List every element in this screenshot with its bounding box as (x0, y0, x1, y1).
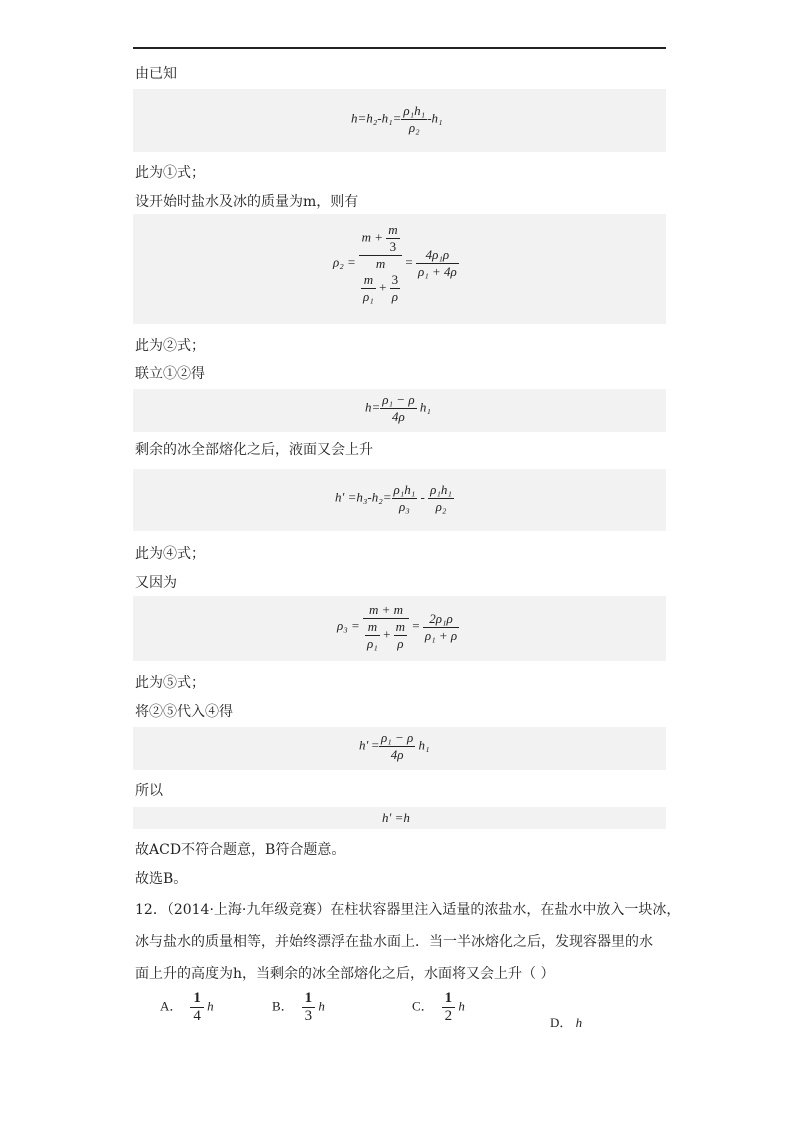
eq2-big-num (359, 222, 402, 255)
option-b-num: 1 (304, 990, 313, 1006)
eq5-eq: = (412, 617, 420, 633)
eq3-lhs: h= (365, 399, 381, 415)
equation-box-6 (133, 727, 666, 770)
equation-box-4 (133, 469, 666, 531)
option-c-var: h (458, 998, 465, 1014)
eq2-big-num-top: m (388, 222, 398, 237)
eq2-rhs-den: ρ₁ + 4ρ (418, 264, 457, 279)
eq2-rhs-num: 4ρ₁ρ (425, 247, 450, 262)
eq2-bot-l-den: ρ₁ (363, 289, 374, 304)
text-known: 由已知 (135, 66, 177, 82)
eq4-n1: ρ₁h₁ (393, 482, 416, 497)
eq1-tail: -h₁ (427, 110, 443, 126)
equation-box-5 (133, 596, 666, 661)
eq2-big-num-den: 3 (386, 238, 399, 255)
eq6-lhs: h′ (359, 737, 369, 753)
eq2-big-num-text: m + (361, 229, 383, 245)
option-c-label: C． (412, 998, 434, 1014)
eq2-bot-r (390, 272, 401, 305)
equation-box-2 (133, 214, 666, 324)
eq5-dn2: m (395, 619, 406, 634)
equation-1 (351, 103, 443, 136)
text-combine12: 联立①②得 (135, 366, 205, 382)
question-line-1: 12．（2014·上海·九年级竞赛）在柱状容器里注入适量的浓盐水，在盐水中放入一块冰， (135, 902, 681, 918)
eq2-bot-l (361, 272, 376, 305)
eq7-rhs: =h (394, 810, 410, 825)
text-eq2-note: 此为②式； (135, 338, 205, 354)
eq1-lhs: h (351, 110, 358, 126)
eq1-num: ρ₁h₁ (403, 103, 426, 118)
text-also-because: 又因为 (135, 575, 177, 591)
eq5-den-frac1 (365, 619, 380, 652)
question-line-3: 面上升的高度为h，当剩余的冰全部熔化之后，水面将又会上升（ ） (135, 966, 555, 982)
text-eq1-note: 此为①式； (135, 165, 205, 181)
eq3-tail: h₁ (419, 399, 431, 415)
eq3-frac (380, 392, 416, 425)
eq4-n2: ρ₁h₁ (430, 482, 452, 497)
equation-4 (335, 482, 454, 515)
eq2-bot-l-num: m (363, 272, 374, 287)
eq5-num: m + m (369, 602, 404, 617)
eq4-d2: ρ₂ (428, 498, 454, 515)
option-a-label: A． (160, 998, 183, 1014)
eq6-num: ρ₁ − ρ (380, 730, 414, 745)
eq2-rhs (416, 247, 459, 280)
equation-2 (333, 222, 459, 305)
eq1-den: ρ₂ (401, 119, 427, 136)
eq3-den: 4ρ (380, 408, 416, 425)
eq4-frac2 (428, 482, 454, 515)
option-b-var: h (318, 998, 325, 1014)
text-eq5-note: 此为⑤式； (135, 675, 205, 691)
text-eq4-note: 此为④式； (135, 546, 205, 562)
eq6-eq: = (371, 737, 379, 753)
option-c-den: 2 (442, 1007, 456, 1025)
eq5-lhs: ρ₃ = (337, 617, 360, 633)
equation-3 (365, 392, 431, 425)
text-therefore: 所以 (135, 783, 163, 799)
text-conclusion: 故ACD不符合题意，B符合题意。 (135, 842, 346, 858)
text-sub25: 将②⑤代入④得 (135, 704, 233, 720)
text-choose: 故选B。 (135, 871, 188, 887)
eq5-rhs-num: 2ρ₁ρ (429, 610, 453, 626)
eq2-mid-den: m (375, 256, 386, 271)
eq5-dd1: ρ₁ (367, 636, 378, 651)
eq5-dd2: ρ (394, 635, 407, 652)
eq4-d1: ρ₃ (392, 498, 418, 515)
option-b-frac (302, 990, 316, 1025)
eq4-lhs: h′ (335, 489, 345, 505)
eq5-plus: + (383, 626, 391, 642)
eq1-frac (401, 103, 427, 136)
eq2-big-num-frac (386, 222, 399, 255)
eq6-tail: h₁ (418, 737, 430, 753)
eq2-big-frac (359, 222, 402, 305)
option-b-label: B． (272, 998, 294, 1014)
option-d-var: h (575, 1015, 583, 1030)
text-remaining: 剩余的冰全部熔化之后，液面又会上升 (135, 442, 373, 458)
option-d[interactable] (550, 1012, 582, 1031)
eq3-num: ρ₁ − ρ (382, 392, 415, 407)
eq2-bot-plus: + (379, 279, 387, 295)
eq4-frac1 (392, 482, 418, 515)
equation-5 (337, 602, 459, 652)
equation-6 (359, 730, 430, 763)
option-a-var: h (207, 998, 214, 1014)
equation-7 (382, 810, 410, 826)
question-line-2: 冰与盐水的质量相等，并始终漂浮在盐水面上．当一半冰熔化之后，发现容器里的水 (135, 934, 653, 950)
eq4-mid: =h₃-h₂= (347, 489, 392, 505)
eq2-eq: = (405, 254, 413, 270)
eq7-lhs: h′ (382, 810, 392, 825)
option-a-num: 1 (193, 990, 201, 1006)
eq5-frac (363, 602, 409, 652)
eq1-mid: =h₂-h₁= (357, 110, 402, 126)
option-a-frac (190, 990, 204, 1025)
eq5-dn1: m (367, 619, 378, 634)
eq5-den (363, 618, 409, 652)
eq2-bot-r-num: 3 (391, 272, 399, 287)
eq2-big-den (359, 255, 402, 305)
eq5-den-frac2 (394, 619, 407, 652)
option-d-label: D． (550, 1015, 573, 1030)
option-a-den: 4 (190, 1007, 204, 1025)
equation-box-3 (133, 389, 666, 432)
header-rule (133, 47, 666, 49)
option-b-den: 3 (302, 1007, 316, 1025)
text-let-mass: 设开始时盐水及冰的质量为m，则有 (135, 194, 359, 210)
eq2-bot-r-den: ρ (390, 288, 401, 305)
option-b[interactable] (272, 990, 325, 1025)
option-c-num: 1 (444, 990, 453, 1006)
eq6-den: 4ρ (379, 746, 415, 763)
equation-box-7 (133, 807, 666, 829)
eq2-lhs: ρ₂ = (333, 254, 356, 270)
option-c[interactable] (412, 990, 465, 1025)
eq4-minus: - (420, 489, 425, 505)
option-c-frac (442, 990, 456, 1025)
equation-box-1 (133, 89, 666, 152)
eq6-frac (379, 730, 415, 763)
eq5-rhs (423, 611, 459, 644)
eq5-rhs-den: ρ₁ + ρ (424, 627, 458, 643)
option-a[interactable] (160, 990, 214, 1025)
